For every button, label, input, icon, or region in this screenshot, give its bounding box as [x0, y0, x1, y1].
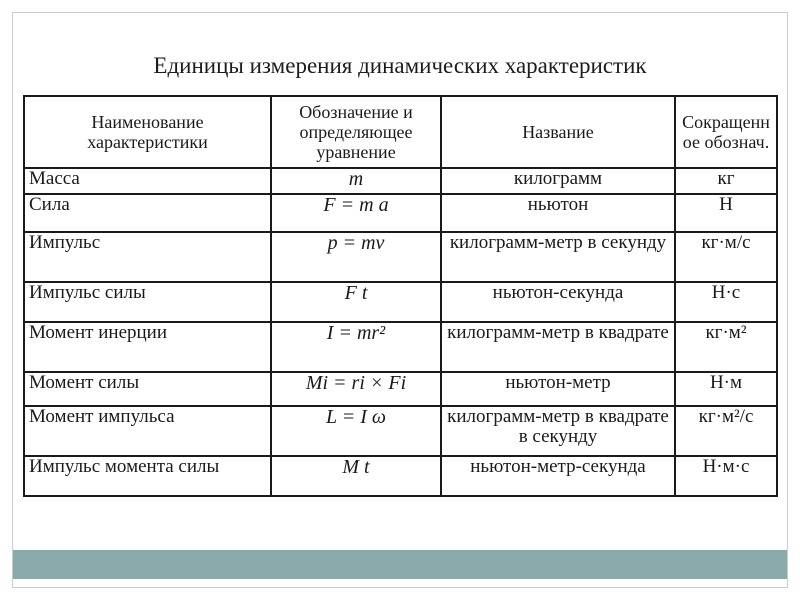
row-name: Сила [24, 194, 271, 232]
row-unit: ньютон [441, 194, 675, 232]
header-unit: Название [441, 96, 675, 168]
row-formula: m [271, 168, 441, 194]
row-abbr: кг [675, 168, 777, 194]
header-formula: Обозначение и определяющее уравнение [271, 96, 441, 168]
row-unit: килограмм [441, 168, 675, 194]
row-formula: Mi = ri × Fi [271, 372, 441, 406]
row-unit: килограмм-метр в квадрате в секунду [441, 406, 675, 456]
slide [12, 12, 788, 588]
row-abbr: Н·м·с [675, 456, 777, 496]
header-row [24, 96, 777, 168]
row-name: Импульс [24, 232, 271, 282]
table-row [24, 322, 777, 372]
row-unit: килограмм-метр в квадрате [441, 322, 675, 372]
row-unit: ньютон-секунда [441, 282, 675, 322]
table-row [24, 406, 777, 456]
row-name: Момент силы [24, 372, 271, 406]
row-unit: килограмм-метр в секунду [441, 232, 675, 282]
row-unit: ньютон-метр [441, 372, 675, 406]
slide-title: Единицы измерения динамических характеристик [153, 53, 647, 78]
row-formula: p = mv [271, 232, 441, 282]
table-row [24, 372, 777, 406]
row-name: Масса [24, 168, 271, 194]
row-abbr: кг·м²/с [675, 406, 777, 456]
row-formula: L = I ω [271, 406, 441, 456]
row-formula: F t [271, 282, 441, 322]
row-name: Момент импульса [24, 406, 271, 456]
row-abbr: Н·с [675, 282, 777, 322]
header-abbr: Сокращенное обознач. [675, 96, 777, 168]
row-abbr: Н·м [675, 372, 777, 406]
header-name: Наименование характеристики [24, 96, 271, 168]
row-formula: I = mr² [271, 322, 441, 372]
row-name: Импульс момента силы [24, 456, 271, 496]
bottom-bar [13, 550, 787, 579]
table-row [24, 456, 777, 496]
row-formula: F = m a [271, 194, 441, 232]
table-row [24, 232, 777, 282]
table-row [24, 282, 777, 322]
row-name: Импульс силы [24, 282, 271, 322]
row-formula: M t [271, 456, 441, 496]
units-table [23, 95, 778, 497]
row-abbr: Н [675, 194, 777, 232]
row-unit: ньютон-метр-секунда [441, 456, 675, 496]
row-abbr: кг·м² [675, 322, 777, 372]
row-abbr: кг·м/с [675, 232, 777, 282]
table-row [24, 168, 777, 194]
table-row [24, 194, 777, 232]
row-name: Момент инерции [24, 322, 271, 372]
